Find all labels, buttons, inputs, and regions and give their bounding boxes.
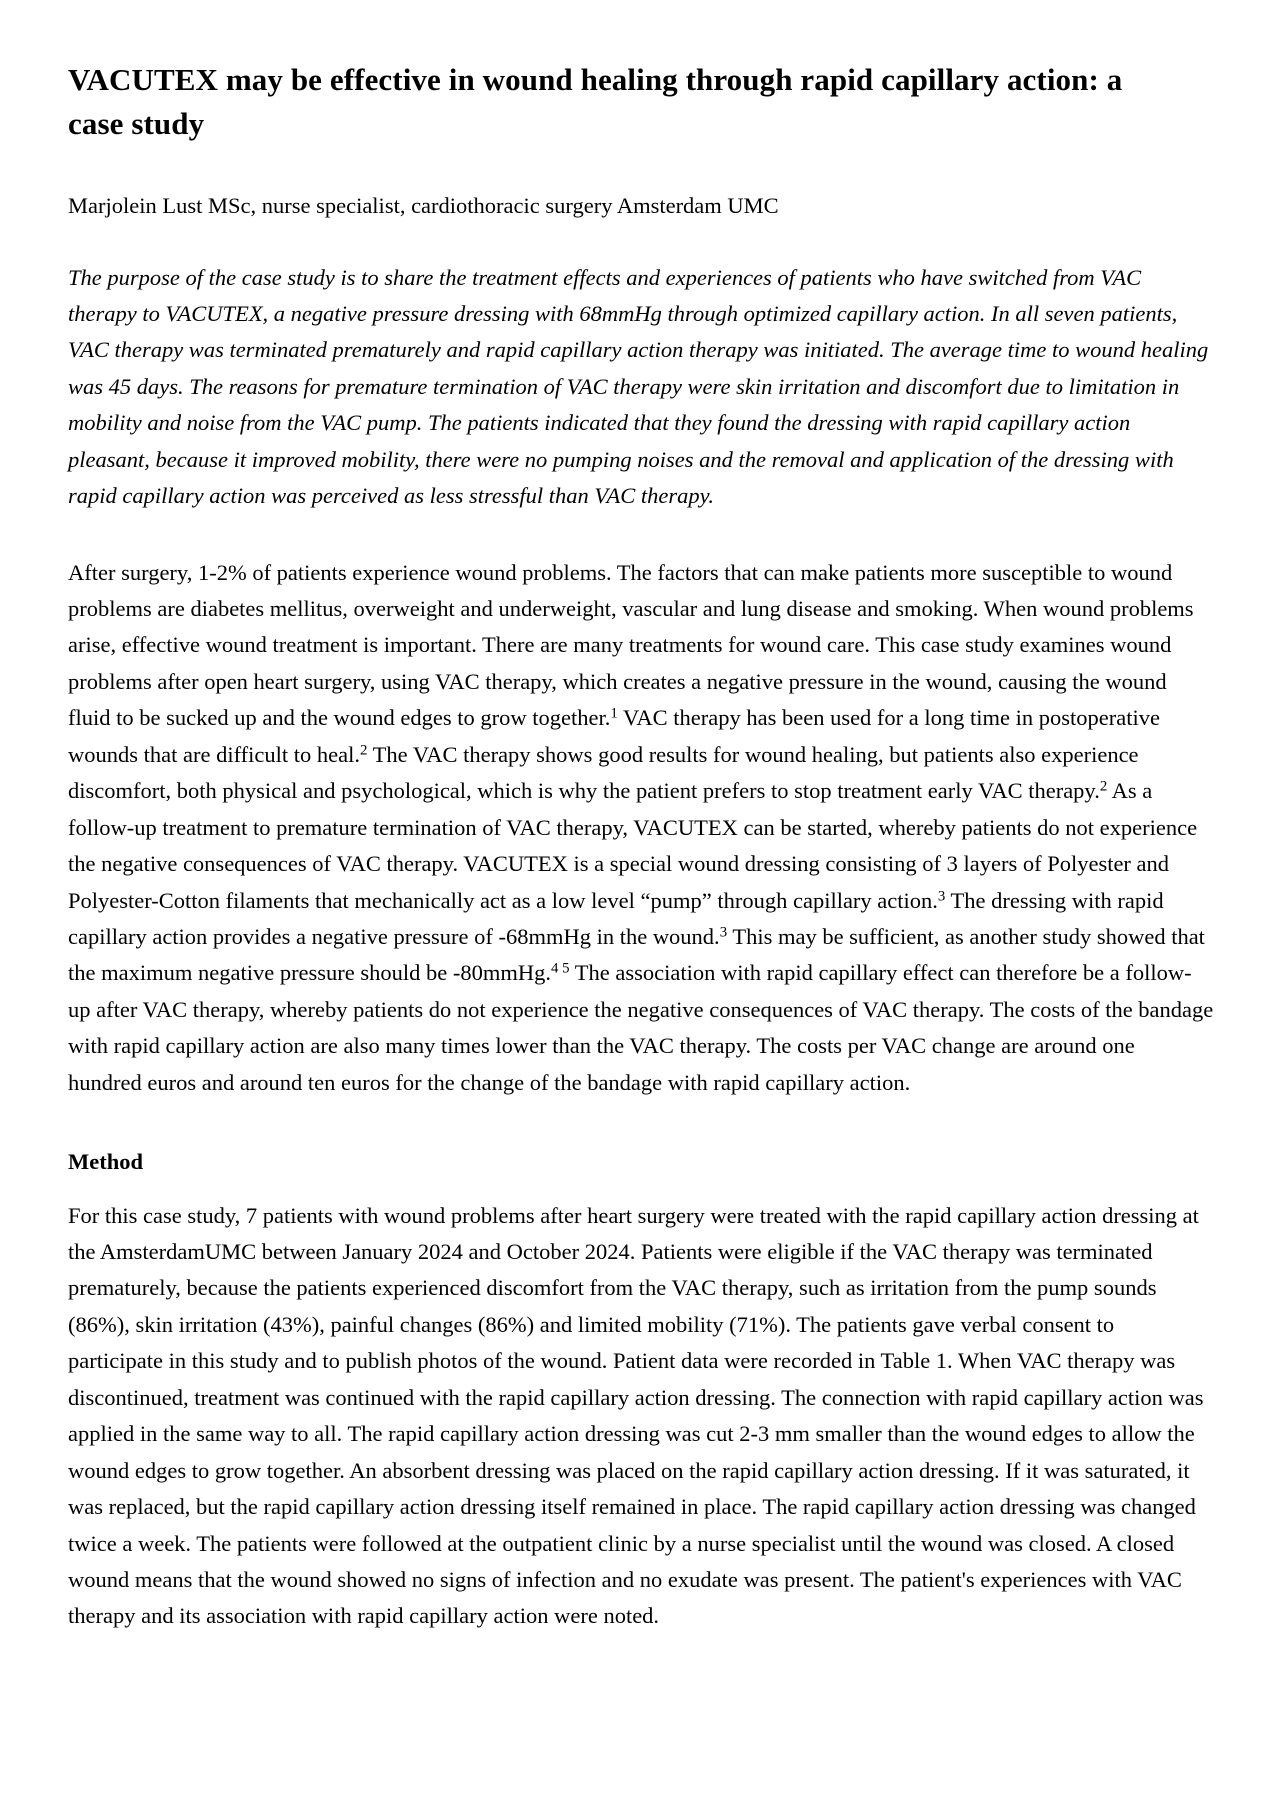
intro-segment-5: The dressing with rapid capillary action provides a negative pressure of -68mmHg in the wound.	[68, 887, 1170, 949]
intro-segment-6: This may be sufficient, as another study showed that the maximum negative pressure should be -80mmHg.	[68, 923, 1211, 986]
intro-segment-4: As a follow-up treatment to premature termination of VAC therapy, VACUTEX can be started, whereby patients do not experience the negative consequences of VAC therapy. VACUTEX is a special wound dressing consisting of 3 layers of Polyester and Polyester-Cotton filaments that mechanically act as a low level “pump” through capillary action.	[68, 778, 1203, 913]
method-paragraph: For this case study, 7 patients with wound problems after heart surgery were treated with the rapid capillary action dressing at the AmsterdamUMC between January 2024 and October 2024. Patients were eligible if the VAC therapy was terminated prematurely, because the patients experienced discomfort from the VAC therapy, such as irritation from the pump sounds (86%), skin irritation (43%), painful changes (86%) and limited mobility (71%). The patients gave verbal consent to participate in this study and to publish photos of the wound. Patient data were recorded in Table 1. When VAC therapy was discontinued, treatment was continued with the rapid capillary action dressing. The connection with rapid capillary action was applied in the same way to all. The rapid capillary action dressing was cut 2-3 mm smaller than the wound edges to allow the wound edges to grow together. An absorbent dressing was placed on the rapid capillary action dressing. If it was saturated, it was replaced, but the rapid capillary action dressing itself remained in place. The rapid capillary action dressing was changed twice a week. The patients were followed at the outpatient clinic by a nurse specialist until the wound was closed. A closed wound means that the wound showed no signs of infection and no exudate was present. The patient's experiences with VAC therapy and its association with rapid capillary action were noted.	[68, 1202, 1204, 1629]
page-title: VACUTEX may be effective in wound healing through rapid capillary action: a case study	[68, 62, 1123, 142]
intro-segment-7: The association with rapid capillary effect can therefore be a follow-up after VAC therapy, whereby patients do not experience the negative consequences of VAC therapy. The costs of the bandage with rapid capillary action are also many times lower than the VAC therapy. The costs per VAC change are around one hundred euros and around ten euros for the change of the bandage with rapid capillary action.	[68, 960, 1219, 1095]
section-heading-method: Method	[68, 1149, 143, 1175]
author-affiliation-line: Marjolein Lust MSc, nurse specialist, cardiothoracic surgery Amsterdam UMC	[68, 193, 779, 219]
intro-segment-3: The VAC therapy shows good results for wound healing, but patients also experience discomfort, both physical and psychological, which is why the patient prefers to stop treatment early VAC therapy.	[68, 741, 1145, 804]
abstract-paragraph: The purpose of the case study is to share the treatment effects and experiences of patients who have switched from VAC therapy to VACUTEX, a negative pressure dressing with 68mmHg through optimized capillary action. In all seven patients, VAC therapy was terminated prematurely and rapid capillary action therapy was initiated. The average time to wound healing was 45 days. The reasons for premature termination of VAC therapy were skin irritation and discomfort due to limitation in mobility and noise from the VAC pump. The patients indicated that they found the dressing with rapid capillary action pleasant, because it improved mobility, there were no pumping noises and the removal and application of the dressing with rapid capillary action was perceived as less stressful than VAC therapy.	[68, 264, 1209, 509]
introduction-paragraph	[68, 555, 1219, 1102]
citation-marker-4: 3	[937, 887, 946, 904]
citation-marker-3: 2	[1099, 778, 1108, 795]
citation-marker-6: 4 5	[551, 960, 570, 977]
citation-marker-5: 3	[719, 924, 728, 941]
intro-segment-2: VAC therapy has been used for a long time in postoperative wounds that are difficult to heal.	[68, 705, 1166, 767]
intro-segment-1: After surgery, 1-2% of patients experience wound problems. The factors that can make patients more susceptible to wound problems are diabetes mellitus, overweight and underweight, vascular and lung disease and smoking. When wound problems arise, effective wound treatment is important. There are many treatments for wound care. This case study examines wound problems after open heart surgery, using VAC therapy, which creates a negative pressure in the wound, causing the wound fluid to be sucked up and the wound edges to grow together.	[68, 559, 1200, 731]
citation-marker-2: 2	[360, 742, 368, 759]
citation-marker-1: 1	[610, 705, 618, 722]
